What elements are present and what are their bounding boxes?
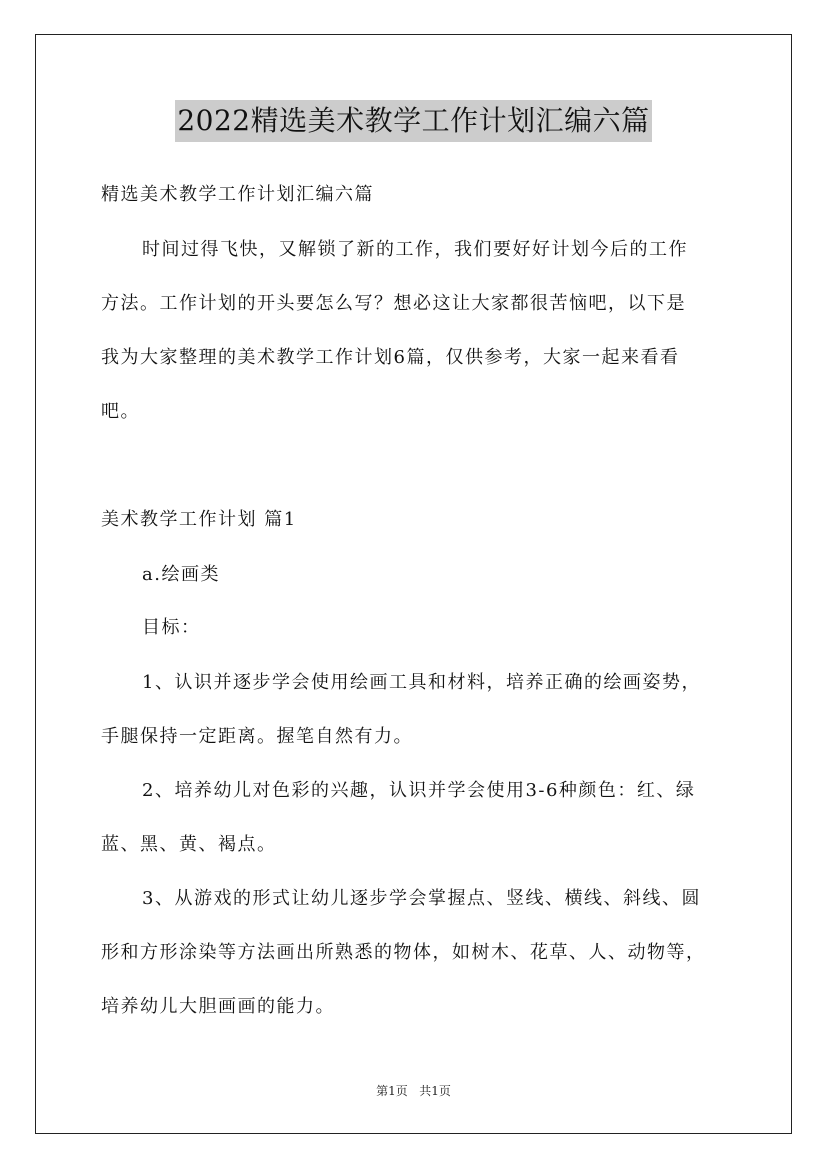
intro-line-1: 时间过得飞快，又解锁了新的工作，我们要好好计划今后的工作 [142, 239, 688, 260]
category-label: a.绘画类 [142, 564, 220, 585]
item-line-6: 形和方形涂染等方法画出所熟悉的物体，如树木、花草、人、动物等， [101, 942, 706, 963]
page-total: 共1页 [419, 1084, 451, 1098]
title-container [0, 100, 827, 142]
item-line-5: 3、从游戏的形式让幼儿逐步学会掌握点、竖线、横线、斜线、圆 [142, 888, 701, 909]
page-footer [0, 1083, 827, 1099]
intro-line-3: 我为大家整理的美术教学工作计划6篇，仅供参考，大家一起来看看 [101, 347, 680, 368]
item-line-3: 2、培养幼儿对色彩的兴趣，认识并学会使用3-6种颜色：红、绿 [142, 780, 696, 801]
item-line-1: 1、认识并逐步学会使用绘画工具和材料，培养正确的绘画姿势， [142, 672, 701, 693]
item-line-7: 培养幼儿大胆画画的能力。 [101, 996, 335, 1017]
item-line-4: 蓝、黑、黄、褐点。 [101, 834, 277, 855]
intro-line-4: 吧。 [101, 401, 140, 422]
intro-line-2: 方法。工作计划的开头要怎么写？想必这让大家都很苦恼吧，以下是 [101, 293, 686, 314]
document-title: 2022精选美术教学工作计划汇编六篇 [175, 100, 651, 142]
page-number: 第1页 [376, 1084, 408, 1098]
section-heading: 美术教学工作计划 篇1 [101, 509, 297, 530]
goal-label: 目标： [142, 617, 201, 638]
item-line-2: 手腿保持一定距离。握笔自然有力。 [101, 726, 413, 747]
document-subtitle: 精选美术教学工作计划汇编六篇 [101, 184, 374, 205]
